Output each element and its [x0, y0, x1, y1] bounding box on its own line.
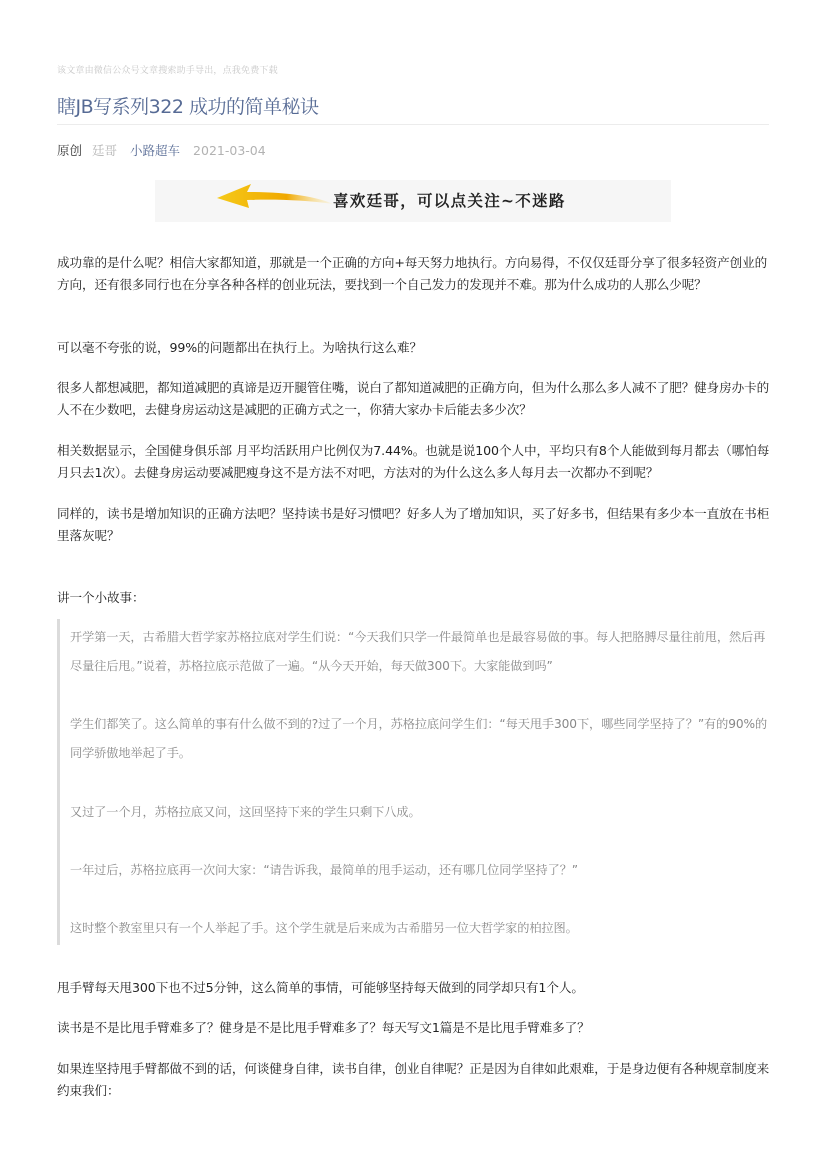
account-name-link[interactable]: 小路超车: [130, 143, 181, 158]
story-blockquote: [57, 619, 772, 945]
paragraph: 相关数据显示，全国健身俱乐部 月平均活跃用户比例仅为7.44%。也就是说100个人中，平均只有8个人能做到每月都去（哪怕每月只去1次）。去健身房运动要减肥瘦身这不是方法不对吧，方法对的为什么这么多人每月去一次都办不到呢？: [57, 443, 770, 480]
original-tag: 原创: [57, 143, 83, 158]
quote-paragraph: 这时整个教室里只有一个人举起了手。这个学生就是后来成为古希腊另一位大哲学家的柏拉图。: [70, 921, 578, 935]
quote-paragraph: 学生们都笑了。这么简单的事有什么做不到的?过了一个月，苏格拉底问学生们：“每天甩手300下，哪些同学坚持了？”有的90%的同学骄傲地举起了手。: [70, 717, 768, 760]
article-meta: [57, 141, 266, 159]
paragraph: 甩手臂每天甩300下也不过5分钟，这么简单的事情，可能够坚持每天做到的同学却只有1个人。: [57, 980, 584, 995]
follow-banner: [155, 180, 671, 222]
quote-paragraph: 开学第一天，古希腊大哲学家苏格拉底对学生们说：“今天我们只学一件最简单也是最容易做的事。每人把胳膊尽量往前甩，然后再尽量往后甩。”说着，苏格拉底示范做了一遍。“从今天开始，每天做300下。大家能做到吗”: [70, 630, 766, 673]
title-divider: [57, 124, 769, 125]
quote-paragraph: 又过了一个月，苏格拉底又问，这回坚持下来的学生只剩下八成。: [70, 805, 421, 819]
export-notice-link[interactable]: 该文章由微信公众号文章搜索助手导出，点我免费下载: [57, 66, 278, 76]
paragraph: 成功靠的是什么呢？相信大家都知道，那就是一个正确的方向+每天努力地执行。方向易得，不仅仅廷哥分享了很多轻资产创业的方向，还有很多同行也在分享各种各样的创业玩法，要找到一个自己发力的发现并不难。那为什么成功的人那么少呢？: [57, 255, 768, 292]
article-title: 瞎JB写系列322 成功的简单秘诀: [57, 96, 319, 118]
quote-paragraph: 一年过后，苏格拉底再一次问大家：“请告诉我，最简单的甩手运动，还有哪几位同学坚持了？”: [70, 863, 579, 877]
paragraph: 讲一个小故事：: [57, 590, 145, 605]
author-name: 廷哥: [92, 143, 118, 158]
paragraph: 如果连坚持甩手臂都做不到的话，何谈健身自律，读书自律，创业自律呢？正是因为自律如此艰难，于是身边便有各种规章制度来约束我们：: [57, 1061, 770, 1098]
paragraph: 同样的，读书是增加知识的正确方法吧？坚持读书是好习惯吧？好多人为了增加知识，买了好多书，但结果有多少本一直放在书柜里落灰呢？: [57, 506, 770, 543]
publish-date: 2021-03-04: [193, 143, 266, 158]
paragraph: 读书是不是比甩手臂难多了？健身是不是比甩手臂难多了？每天写文1篇是不是比甩手臂难多了？: [57, 1020, 590, 1035]
banner-text: 喜欢廷哥，可以点关注~不迷路: [333, 191, 566, 210]
paragraph: 很多人都想减肥，都知道减肥的真谛是迈开腿管住嘴，说白了都知道减肥的正确方向，但为什么那么多人减不了肥？健身房办卡的人不在少数吧，去健身房运动这是减肥的正确方式之一，你猜大家办卡后能去多少次？: [57, 380, 770, 417]
paragraph: 可以毫不夸张的说，99%的问题都出在执行上。为啥执行这么难？: [57, 340, 423, 355]
